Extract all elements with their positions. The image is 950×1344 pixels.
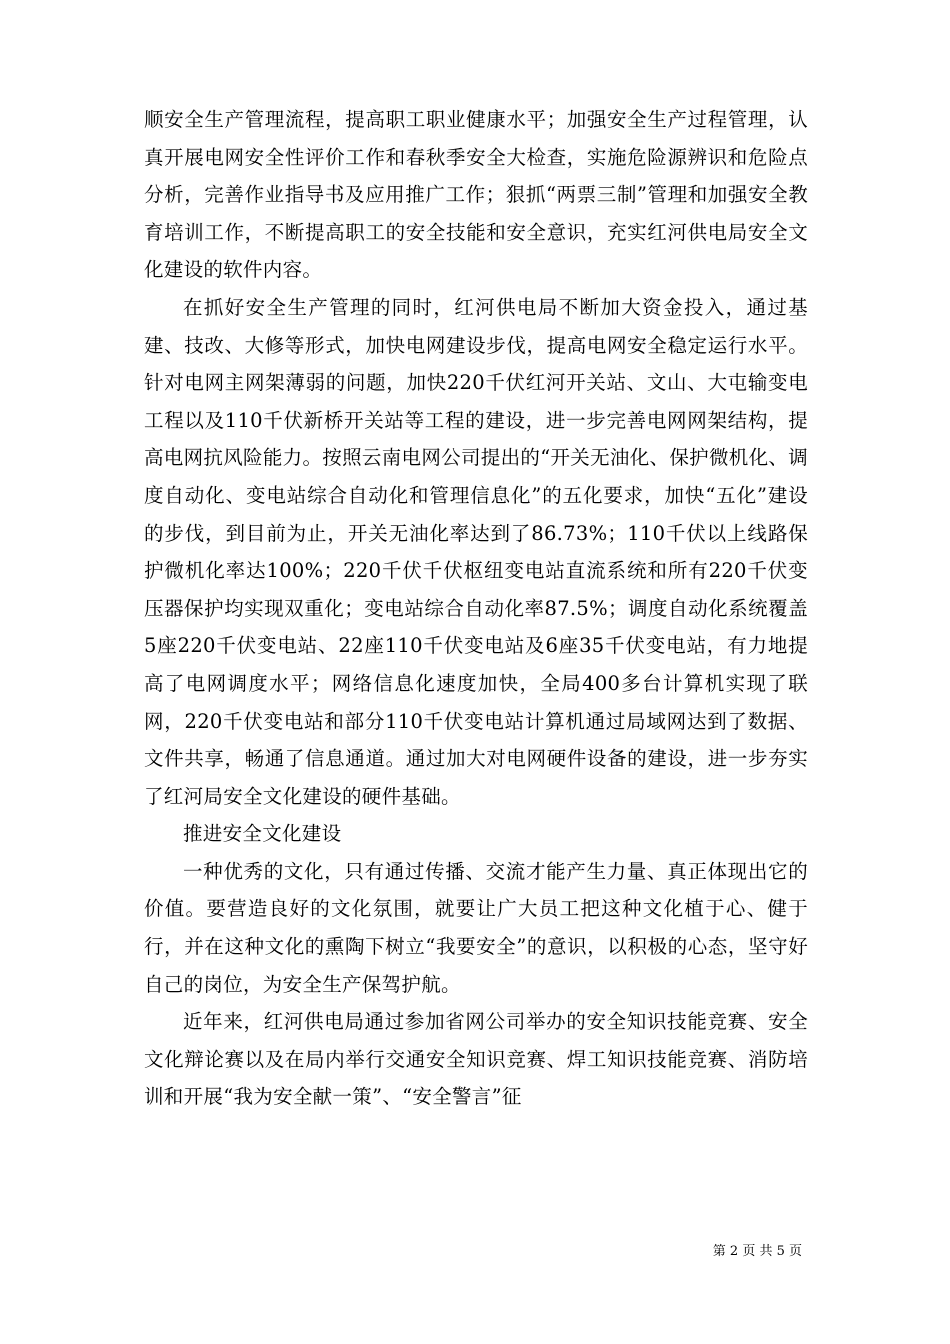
page-footer: 第 2 页 共 5 页 <box>712 1244 802 1259</box>
paragraph-grid-investment: 在抓好安全生产管理的同时，红河供电局不断加大资金投入，通过基建、技改、大修等形式，加快电网建设步伐，提高电网安全稳定运行水平。针对电网主网架薄弱的问题，加快220千伏红河开关站、文山、大屯输变电工程以及110千伏新桥开关站等工程的建设，进一步完善电网网架结构，提高电网抗风险能力。按照云南电网公司提出的“开关无油化、保护微机化、调度自动化、变电站综合自动化和管理信息化”的五化要求，加快“五化”建设的步伐，到目前为止，开关无油化率达到了86.73%；110千伏以上线路保护微机化率达100%；220千伏千伏枢纽变电站直流系统和所有220千伏变压器保护均实现双重化；变电站综合自动化率87.5%；调度自动化系统覆盖5座220千伏变电站、22座110千伏变电站及6座35千伏变电站，有力地提高了电网调度水平；网络信息化速度加快，全局400多台计算机实现了联网，220千伏变电站和部分110千伏变电站计算机通过局域网达到了数据、文件共享，畅通了信息通道。通过加大对电网硬件设备的建设，进一步夯实了红河局安全文化建设的硬件基础。 <box>144 295 808 808</box>
paragraph-recent-years: 近年来，红河供电局通过参加省网公司举办的安全知识技能竞赛、安全文化辩论赛以及在局内举行交通安全知识竞赛、焊工知识技能竞赛、消防培训和开展“我为安全献一策”、“安全警言”征 <box>144 1010 808 1109</box>
document-body <box>144 101 808 1116</box>
paragraph-culture: 一种优秀的文化，只有通过传播、交流才能产生力量、真正体现出它的价值。要营造良好的文化氛围，就要让广大员工把这种文化植于心、健于行，并在这种文化的熏陶下树立“我要安全”的意识，以积极的心态，坚守好自己的岗位，为安全生产保驾护航。 <box>144 859 808 996</box>
paragraph-continuation: 顺安全生产管理流程，提高职工职业健康水平；加强安全生产过程管理，认真开展电网安全性评价工作和春秋季安全大检查，实施危险源辨识和危险点分析，完善作业指导书及应用推广工作；狠抓“两票三制”管理和加强安全教育培训工作，不断提高职工的安全技能和安全意识，充实红河供电局安全文化建设的软件内容。 <box>144 108 808 282</box>
section-heading: 推进安全文化建设 <box>183 822 342 846</box>
